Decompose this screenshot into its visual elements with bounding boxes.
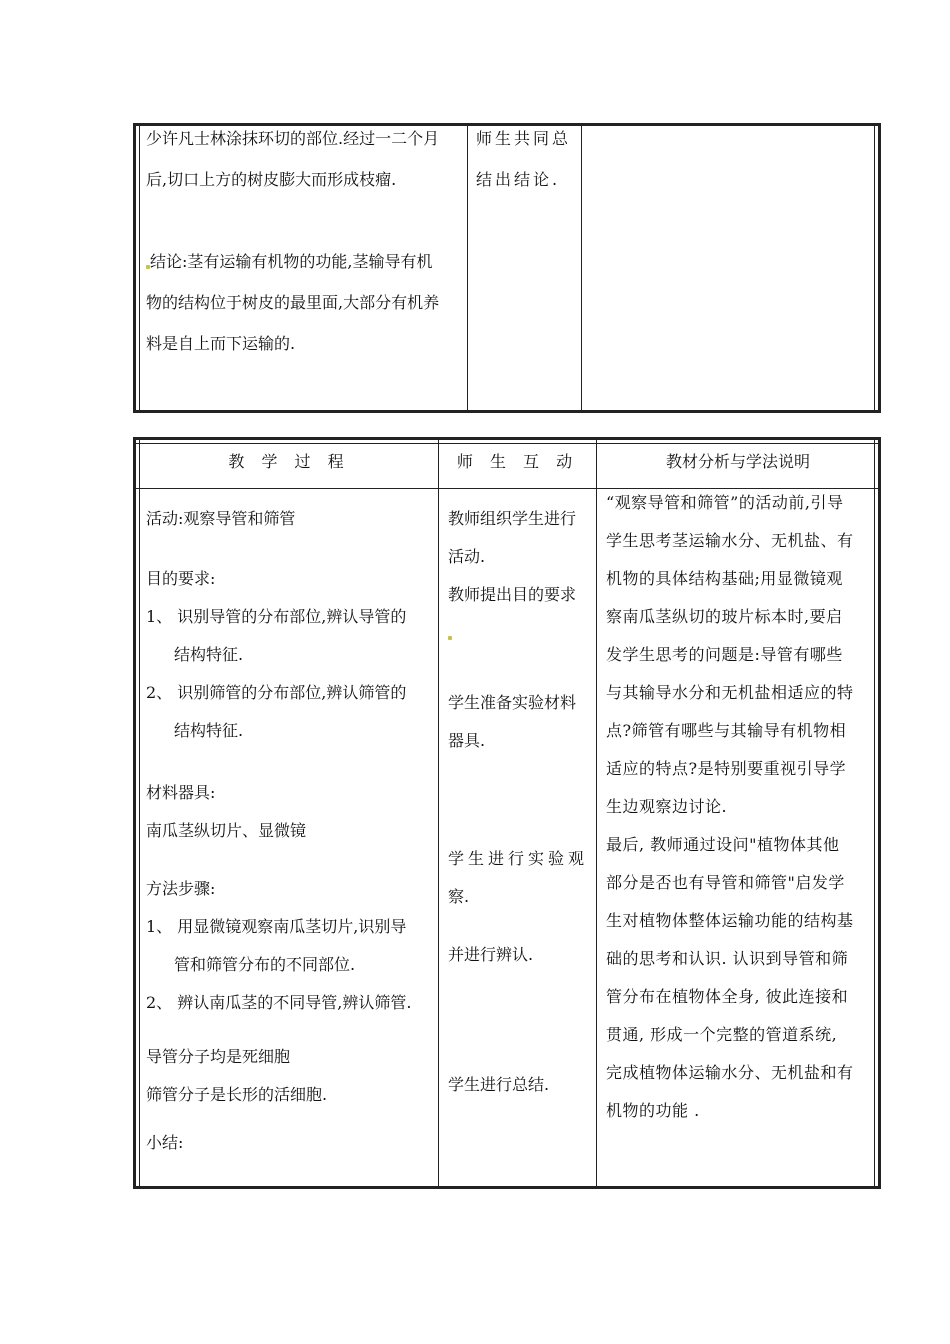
material-list: 南瓜茎纵切片、显微镜 [146, 821, 307, 840]
goal-item-cont: 结构特征. [174, 645, 244, 664]
analysis-line: 础的思考和认识. 认识到导管和筛 [606, 949, 849, 968]
activity-title: 活动:观察导管和筛管 [146, 509, 296, 528]
step-item-cont: 管和筛管分布的不同部位. [174, 955, 356, 974]
blank-line [146, 200, 466, 241]
analysis-line: 与其输导水分和无机盐相适应的特 [606, 683, 854, 702]
text-line: 教师提出目的要求 [448, 585, 577, 604]
analysis-line: 发学生思考的问题是:导管有哪些 [606, 645, 843, 664]
goal-item: 1、 识别导管的分布部位,辨认导管的 [146, 607, 407, 626]
text-line: 学生进行实验观 [448, 849, 589, 868]
header-analysis: 教材分析与学法说明 [665, 452, 810, 471]
header-process: 教 学 过 程 [228, 452, 350, 471]
process-column [146, 500, 436, 1162]
goal-item-cont: 结构特征. [174, 721, 244, 740]
text-line: 少许凡士林涂抹环切的部位.经过一二个月 [146, 129, 440, 148]
lesson-table [133, 437, 881, 1189]
analysis-line: 最后, 教师通过设问"植物体其他 [606, 835, 840, 854]
summary-title: 小结: [146, 1133, 184, 1152]
text-line: 活动. [448, 547, 486, 566]
analysis-line: 生边观察边讨论. [606, 797, 728, 816]
text-line: 结出结论. [476, 170, 561, 189]
text-line: 教师组织学生进行 [448, 509, 577, 528]
analysis-column [606, 484, 876, 1130]
double-border [139, 126, 140, 410]
text-line: 料是自上而下运输的. [146, 334, 296, 353]
goal-item: 2、 识别筛管的分布部位,辨认筛管的 [146, 683, 407, 702]
text-line: 器具. [448, 731, 486, 750]
analysis-line: 完成植物体运输水分、无机盐和有 [606, 1063, 854, 1082]
analysis-line: 机物的具体结构基础;用显微镜观 [606, 569, 843, 588]
note-line: 筛管分子是长形的活细胞. [146, 1085, 328, 1104]
text-line: 师生共同总 [476, 129, 572, 148]
analysis-line: 贯通, 形成一个完整的管道系统, [606, 1025, 838, 1044]
text-line: 学生进行总结. [448, 1075, 550, 1094]
continuation-table [133, 123, 881, 413]
column-divider [438, 440, 439, 1186]
column-divider [596, 440, 597, 1186]
step-item: 1、 用显微镜观察南瓜茎切片,识别导 [146, 917, 407, 936]
goal-title: 目的要求: [146, 569, 216, 588]
interaction-column [448, 500, 594, 1104]
analysis-line: 生对植物体整体运输功能的结构基 [606, 911, 854, 930]
text-line: 学生准备实验材料 [448, 693, 577, 712]
analysis-line: 点?筛管有哪些与其输导有机物相 [606, 721, 847, 740]
text-line: 察. [448, 887, 470, 906]
method-title: 方法步骤: [146, 879, 216, 898]
double-border [139, 440, 140, 1186]
analysis-line: 学生思考茎运输水分、无机盐、有 [606, 531, 854, 550]
interaction-cell [476, 118, 576, 200]
column-divider [581, 126, 582, 410]
text-line: 并进行辨认. [448, 945, 534, 964]
analysis-line: 部分是否也有导管和筛管"启发学 [606, 873, 845, 892]
analysis-line: 适应的特点?是特别要重视引导学 [606, 759, 847, 778]
material-title: 材料器具: [146, 783, 216, 802]
column-divider [467, 126, 468, 410]
analysis-line: 管分布在植物体全身, 彼此连接和 [606, 987, 849, 1006]
text-line: 物的结构位于树皮的最里面,大部分有机养 [146, 293, 440, 312]
note-line: 导管分子均是死细胞 [146, 1047, 291, 1066]
analysis-line: 察南瓜茎纵切的玻片标本时,要启 [606, 607, 843, 626]
analysis-line: 机物的功能 . [606, 1101, 700, 1120]
marker-dot [448, 636, 452, 640]
double-border [874, 126, 875, 410]
header-interaction: 师 生 互 动 [456, 452, 579, 471]
analysis-line: “观察导管和筛管”的活动前,引导 [606, 493, 844, 512]
text-line: 后,切口上方的树皮膨大而形成枝瘤. [146, 170, 397, 189]
process-cell [146, 118, 466, 364]
conclusion-line: 结论:茎有运输有机物的功能,茎输导有机 [146, 241, 466, 282]
step-item: 2、 辨认南瓜茎的不同导管,辨认筛管. [146, 993, 412, 1012]
